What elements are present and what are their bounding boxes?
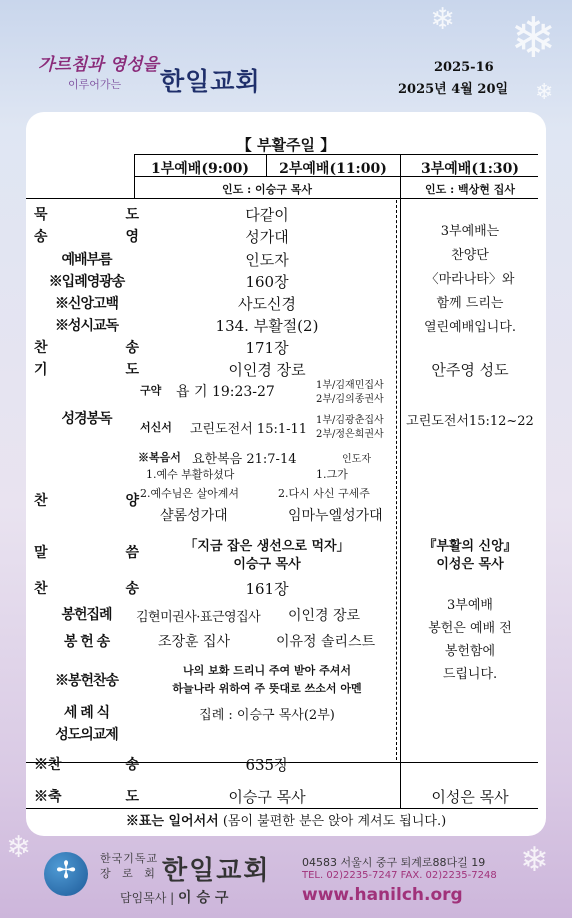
church-name: 한일교회 <box>160 67 261 96</box>
sermon-title: 「지금 잡은 생선으로 먹자」 <box>184 539 350 554</box>
row-label-baptism: 세 례 식 <box>63 705 110 721</box>
nt-reader-1: 1부/김광춘집사 <box>316 415 384 426</box>
offertory-value-1: 조장훈 집사 <box>158 634 231 650</box>
gospel-reference: 요한복음 21:7-14 <box>192 452 297 467</box>
songyoung-value: 성가대 <box>245 228 289 246</box>
call-value: 인도자 <box>245 251 289 269</box>
slogan-sub: 이루어가는 <box>68 78 122 91</box>
responsive-value: 134. 부활절(2) <box>215 317 319 335</box>
footnote: ※표는 일어서서 (몸이 불편한 분은 앉아 계셔도 됩니다.) <box>125 814 447 829</box>
nt-reader-2: 2부/정은희권사 <box>316 429 384 440</box>
hymn2-value: 161장 <box>245 580 289 598</box>
leader-1-2: 인도 : 이승구 목사 <box>222 183 312 196</box>
row-label-fellowship: 성도의교제 <box>55 727 118 743</box>
benediction-value-3: 이성은 목사 <box>431 788 509 806</box>
row-label-entry-hymn: ※입례영광송 <box>48 274 125 290</box>
row-label-mukdo: 묵 도 <box>34 207 139 223</box>
service3-offer-note-line: 드립니다. <box>442 667 498 682</box>
bulletin-date: 2025년 4월 20일 <box>398 82 509 97</box>
ot-reference: 욥 기 19:23-27 <box>176 384 275 400</box>
bulletin-title: 【 부활주일 】 <box>236 136 336 154</box>
ot-tag: 구약 <box>140 384 162 397</box>
row-label-benediction: ※축 도 <box>34 789 139 805</box>
anthem-song-2a: 1.그가 <box>316 468 348 481</box>
anthem-song-1b: 2.예수님은 살아계셔 <box>140 487 239 500</box>
hymn3-value: 635장 <box>245 756 289 774</box>
snowflake-icon: ❄ <box>520 840 549 880</box>
service-1-header: 1부예배(9:00) <box>151 161 249 177</box>
service-2-header: 2부예배(11:00) <box>279 161 387 177</box>
logo-mark-icon: ✢ <box>56 856 77 884</box>
snowflake-icon: ❄ <box>535 80 554 105</box>
offering-hymn-line-1: 나의 보화 드리니 주여 받아 주셔서 <box>183 664 351 677</box>
anthem-choir-1: 샬롬성가대 <box>160 508 228 524</box>
table-line <box>26 808 538 809</box>
slogan: 가르침과 영성을 <box>38 55 159 75</box>
ot-reader-2: 2부/김의종권사 <box>316 394 384 405</box>
scripture-value-3: 고린도전서15:12~22 <box>406 414 534 429</box>
row-label-responsive: ※성시교독 <box>54 318 119 334</box>
service3-note-line: 〈마라나타〉와 <box>425 272 515 287</box>
row-label-anthem: 찬 양 <box>34 493 139 509</box>
gospel-tag: ※복음서 <box>138 451 181 464</box>
row-label-hymn1: 찬 송 <box>34 340 139 356</box>
service3-note-line: 함께 드리는 <box>436 296 504 311</box>
nt-tag: 서신서 <box>140 421 172 434</box>
anthem-choir-2: 임마누엘성가대 <box>288 508 383 524</box>
offertory-value-2: 이유정 솔리스트 <box>276 634 376 650</box>
tel-fax: TEL. 02)2235-7247 FAX. 02)2235-7248 <box>302 870 497 881</box>
row-label-prayer: 기 도 <box>34 362 139 378</box>
row-label-hymn2: 찬 송 <box>34 581 139 597</box>
row-label-offering-hymn: ※봉헌찬송 <box>54 673 119 689</box>
anthem-song-2b: 2.다시 사신 구세주 <box>278 487 370 500</box>
baptism-value: 집례 : 이승구 목사(2부) <box>199 708 335 723</box>
service3-note-line: 3부예배는 <box>440 224 500 239</box>
leader-3: 인도 : 백상현 집사 <box>425 183 515 196</box>
ot-reader-1: 1부/김재민집사 <box>316 380 384 391</box>
bulletin-card <box>26 112 546 836</box>
row-label-scripture: 성경봉독 <box>61 411 112 427</box>
service3-note-line: 찬양단 <box>451 248 489 263</box>
prayer-value-3: 안주영 성도 <box>431 361 509 379</box>
sermon-title-3: 『부활의 신앙』 <box>423 539 517 554</box>
gospel-reader: 인도자 <box>342 454 371 465</box>
service3-offer-note-line: 봉헌함에 <box>444 644 496 659</box>
affiliation-sub: 장 로 회 <box>100 867 159 880</box>
collection-value-1: 김현미권사·표근영집사 <box>136 610 261 625</box>
offering-hymn-line-2: 하늘나라 위하여 주 뜻대로 쓰소서 아멘 <box>172 682 362 695</box>
entry-hymn-value: 160장 <box>245 273 289 291</box>
nt-reference: 고린도전서 15:1-11 <box>190 422 308 437</box>
senior-pastor: 담임목사 | 이 승 구 <box>120 890 229 906</box>
snowflake-icon: ❄ <box>430 2 456 37</box>
row-label-sermon: 말 씀 <box>34 545 139 561</box>
anthem-song-1a: 1.예수 부활하셨다 <box>146 468 235 481</box>
sermon-preacher-3: 이성은 목사 <box>436 557 504 572</box>
address: 04583 서울시 중구 퇴계로88다길 19 <box>302 856 486 869</box>
footer <box>0 840 572 918</box>
issue-number: 2025-16 <box>434 60 494 75</box>
service3-offer-note-line: 봉헌은 예배 전 <box>428 621 512 636</box>
row-label-call: 예배부름 <box>61 252 112 268</box>
hymn1-value: 171장 <box>245 339 289 357</box>
service3-note-line: 열린예배입니다. <box>423 320 517 335</box>
prayer-value: 이인경 장로 <box>228 361 306 379</box>
collection-value-2: 이인경 장로 <box>288 608 361 624</box>
table-line <box>134 154 538 155</box>
header <box>0 0 572 110</box>
creed-value: 사도신경 <box>238 295 296 313</box>
website-link[interactable]: www.hanilch.org <box>302 885 463 905</box>
row-label-offertory: 봉 헌 송 <box>63 634 110 650</box>
row-label-songyoung: 송 영 <box>34 229 139 245</box>
service3-offer-note-line: 3부예배 <box>447 598 493 613</box>
row-label-creed: ※신앙고백 <box>54 296 119 312</box>
affiliation: 한국기독교 <box>100 852 159 865</box>
sermon-preacher: 이승구 목사 <box>233 557 301 572</box>
row-label-hymn3: ※찬 송 <box>34 757 139 773</box>
service-3-header: 3부예배(1:30) <box>421 161 519 177</box>
benediction-value: 이승구 목사 <box>228 788 306 806</box>
snowflake-icon: ❄ <box>510 6 557 71</box>
snowflake-icon: ❄ <box>6 830 32 865</box>
mukdo-value: 다같이 <box>245 206 289 224</box>
footer-church-name: 한일교회 <box>162 856 271 886</box>
table-line <box>26 198 538 199</box>
row-label-collection: 봉헌집례 <box>61 607 112 623</box>
